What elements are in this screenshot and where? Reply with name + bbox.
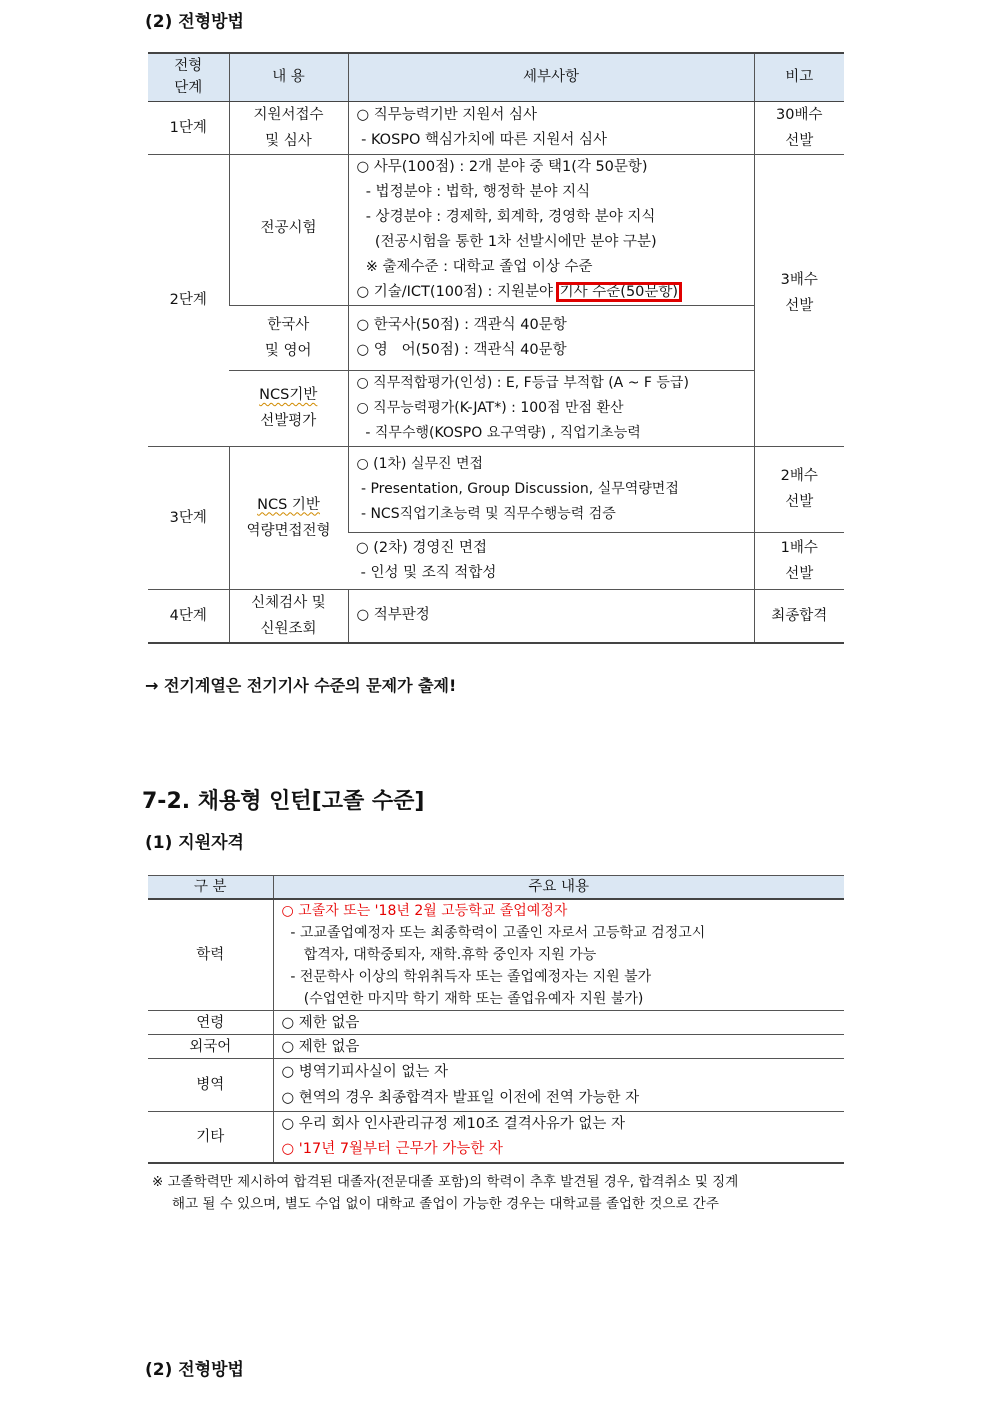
table-row: [148, 370, 844, 446]
interview-first-details: ○ (1차) 실무진 면접 - Presentation, Group Discussion, 실무역량면접 - NCS직업기초능력 및 직무수행능력 검증: [348, 446, 754, 532]
row-label-military: 병역: [148, 1059, 273, 1112]
ncs-evaluation-label: NCS기반 선발평가: [229, 370, 348, 446]
header-content: 내 용: [229, 53, 348, 101]
stage-label: 4단계: [148, 589, 229, 643]
stage-note: 30배수 선발: [754, 101, 844, 154]
header-stage: 전형 단계: [148, 53, 229, 101]
selection-method-table: [148, 52, 844, 644]
ncs-evaluation-details: ○ 직무적합평가(인성) : E, F등급 부적합 (A ~ F 등급) ○ 직무능력평가(K-JAT*) : 100점 만점 환산 - 직무수행(KOSPO 요구역량) , 직업기초능력: [348, 370, 754, 446]
table-row: [148, 1011, 844, 1035]
arrow-note: → 전기계열은 전기기사 수준의 문제가 출제!: [145, 676, 457, 695]
stage-label: 2단계: [148, 154, 229, 446]
etc-details: ○ 우리 회사 인사관리규정 제10조 결격사유가 없는 자 ○ '17년 7월부터 근무가 가능한 자: [273, 1112, 844, 1164]
table-row: [148, 101, 844, 154]
stage-details: ○ 직무능력기반 지원서 심사 - KOSPO 핵심가치에 따른 지원서 심사: [348, 101, 754, 154]
stage-content: 신체검사 및 신원조회: [229, 589, 348, 643]
history-english-details: ○ 한국사(50점) : 객관식 40문항 ○ 영 어(50점) : 객관식 40문항: [348, 305, 754, 370]
section-heading-selection-method-2: (2) 전형방법: [145, 1360, 244, 1380]
table-row: [148, 1035, 844, 1059]
stage-note: 최종합격: [754, 589, 844, 643]
stage-note: 2배수 선발: [754, 446, 844, 532]
row-label-language: 외국어: [148, 1035, 273, 1059]
stage-content: NCS 기반 역량면접전형: [229, 446, 348, 589]
table-row: [148, 446, 844, 532]
section-heading-selection-method: (2) 전형방법: [145, 12, 244, 32]
table-row: [148, 1059, 844, 1112]
table-header-row: [148, 53, 844, 101]
row-label-age: 연령: [148, 1011, 273, 1035]
header-category: 구 분: [148, 876, 273, 900]
header-note: 비고: [754, 53, 844, 101]
stage-note: 3배수 선발: [754, 154, 844, 446]
stage-note: 1배수 선발: [754, 532, 844, 589]
footnote: ※ 고졸학력만 제시하여 합격된 대졸자(전문대졸 포함)의 학력이 추후 발견될 경우, 합격취소 및 징계 해고 될 수 있으며, 별도 수업 없이 대학교 졸업이 가능한 경우는 대학교를 졸업한 것으로 간주: [152, 1174, 739, 1212]
table-row: [148, 899, 844, 1011]
row-label-etc: 기타: [148, 1112, 273, 1164]
table-row: [148, 1112, 844, 1164]
section-title: 7-2. 채용형 인턴[고졸 수준]: [142, 789, 425, 814]
highlighted-tech-level: 기사 수준(50문항): [559, 283, 679, 300]
header-main-content: 주요 내용: [273, 876, 844, 900]
language-details: ○ 제한 없음: [273, 1035, 844, 1059]
major-exam-label: 전공시험: [229, 154, 348, 305]
eligibility-table: [148, 875, 844, 1164]
stage-details: ○ 적부판정: [348, 589, 754, 643]
age-details: ○ 제한 없음: [273, 1011, 844, 1035]
subsection-heading-eligibility: (1) 지원자격: [145, 833, 244, 853]
table-row: [148, 589, 844, 643]
header-details: 세부사항: [348, 53, 754, 101]
stage-label: 3단계: [148, 446, 229, 589]
major-exam-details: ○ 사무(100점) : 2개 분야 중 택1(각 50문항) - 법정분야 : 법학, 행정학 분야 지식 - 상경분야 : 경제학, 회계학, 경영학 분야 지식 (전공시험을 통한 1차 선발시에만 분야 구분) ※ 출제수준 : 대학교 졸업 이상 수준 ○ 기술/ICT(100점) : 지원분야 기사 수준(50문항): [348, 154, 754, 305]
military-details: ○ 병역기피사실이 없는 자 ○ 현역의 경우 최종합격자 발표일 이전에 전역 가능한 자: [273, 1059, 844, 1112]
history-english-label: 한국사 및 영어: [229, 305, 348, 370]
stage-label: 1단계: [148, 101, 229, 154]
interview-second-details: ○ (2차) 경영진 면접 - 인성 및 조직 적합성: [348, 532, 754, 589]
stage-content: 지원서접수 및 심사: [229, 101, 348, 154]
table-header-row: [148, 876, 844, 900]
education-details: ○ 고졸자 또는 '18년 2월 고등학교 졸업예정자 - 고교졸업예정자 또는 최종학력이 고졸인 자로서 고등학교 검정고시 합격자, 대학중퇴자, 재학.휴학 중인자 지원 가능 - 전문학사 이상의 학위취득자 또는 졸업예정자는 지원 불가 (수업연한 마지막 학기 재학 또는 졸업유예자 지원 불가): [273, 899, 844, 1011]
row-label-education: 학력: [148, 899, 273, 1011]
table-row: [148, 305, 844, 370]
table-row: [148, 154, 844, 305]
